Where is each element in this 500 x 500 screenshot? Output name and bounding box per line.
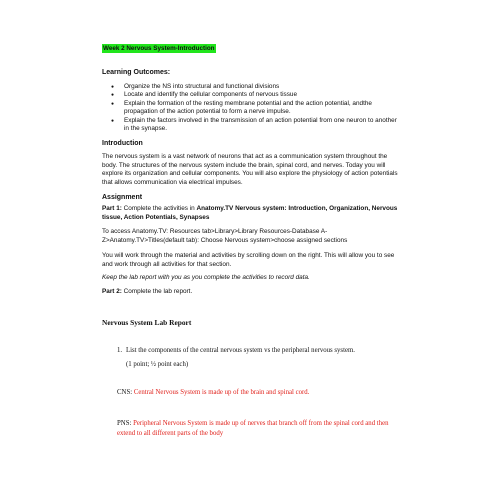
question-text: List the components of the central nervous system vs the peripheral nervous system.	[126, 347, 355, 354]
cns-label: CNS:	[117, 389, 134, 396]
pns-label: PNS:	[117, 420, 134, 427]
pns-answer-text: Peripheral Nervous System is made up of nerves that branch off from the spinal cord and then extend to all different parts of the body	[117, 420, 389, 437]
part1-bold-text: Anatomy.TV Nervous system: Introduction, Organization, Nervous tissue, Action Potentials, Synapses	[102, 205, 398, 221]
part1-label: Part 1:	[102, 205, 122, 212]
outcomes-heading: Learning Outcomes:	[102, 69, 171, 76]
cns-answer	[117, 389, 407, 396]
part1-text: Complete the activities in	[121, 205, 197, 212]
pns-answer	[117, 419, 407, 439]
part1-paragraph	[102, 205, 398, 222]
part2-label: Part 2:	[102, 288, 122, 295]
work-paragraph: You will work through the material and activities by scrolling down on the right. This will allow you to see and work through all activities for that section.	[102, 252, 395, 268]
cns-answer-text: Central Nervous System is made up of the brain and spinal cord.	[133, 389, 310, 396]
outcomes-list	[102, 83, 402, 133]
assignment-heading: Assignment	[102, 194, 143, 201]
introduction-body: The nervous system is a vast network of neurons that act as a communication system throughout the body. The structures of the nervous system include the brain, spinal cord, and nerves. Today you will explore its organization and cellular components. You will also explore the physiology of action potentials that allows communication via electrical impulses.	[102, 153, 398, 186]
introduction-heading: Introduction	[102, 140, 143, 147]
keep-paragraph: Keep the lab report with you as you complete the activities to record data.	[102, 274, 310, 281]
list-item: ● Locate and identify the cellular components of nervous tissue	[102, 91, 402, 99]
question-number: 1.	[117, 347, 123, 354]
list-item: ● Organize the NS into structural and functional divisions	[102, 83, 402, 91]
access-paragraph: To access Anatomy.TV: Resources tab>Library>Library Resources-Database A-Z>Anatomy.TV>Titles(default tab): Choose Nervous system>choose assigned sections	[102, 228, 348, 244]
list-item: ● Explain the formation of the resting membrane potential and the action potential, andthe propagation of the action potential to form a nerve impulse.	[102, 100, 402, 117]
question-points: (1 point; ½ point each)	[126, 361, 189, 368]
part2-text: Complete the lab report.	[121, 288, 193, 295]
report-title: Nervous System Lab Report	[102, 318, 192, 327]
part2-paragraph	[102, 288, 398, 297]
page-title: Week 2 Nervous System-Introduction	[103, 45, 215, 52]
list-item: ● Explain the factors involved in the transmission of an action potential from one neuron to another in the synapse.	[102, 117, 402, 134]
